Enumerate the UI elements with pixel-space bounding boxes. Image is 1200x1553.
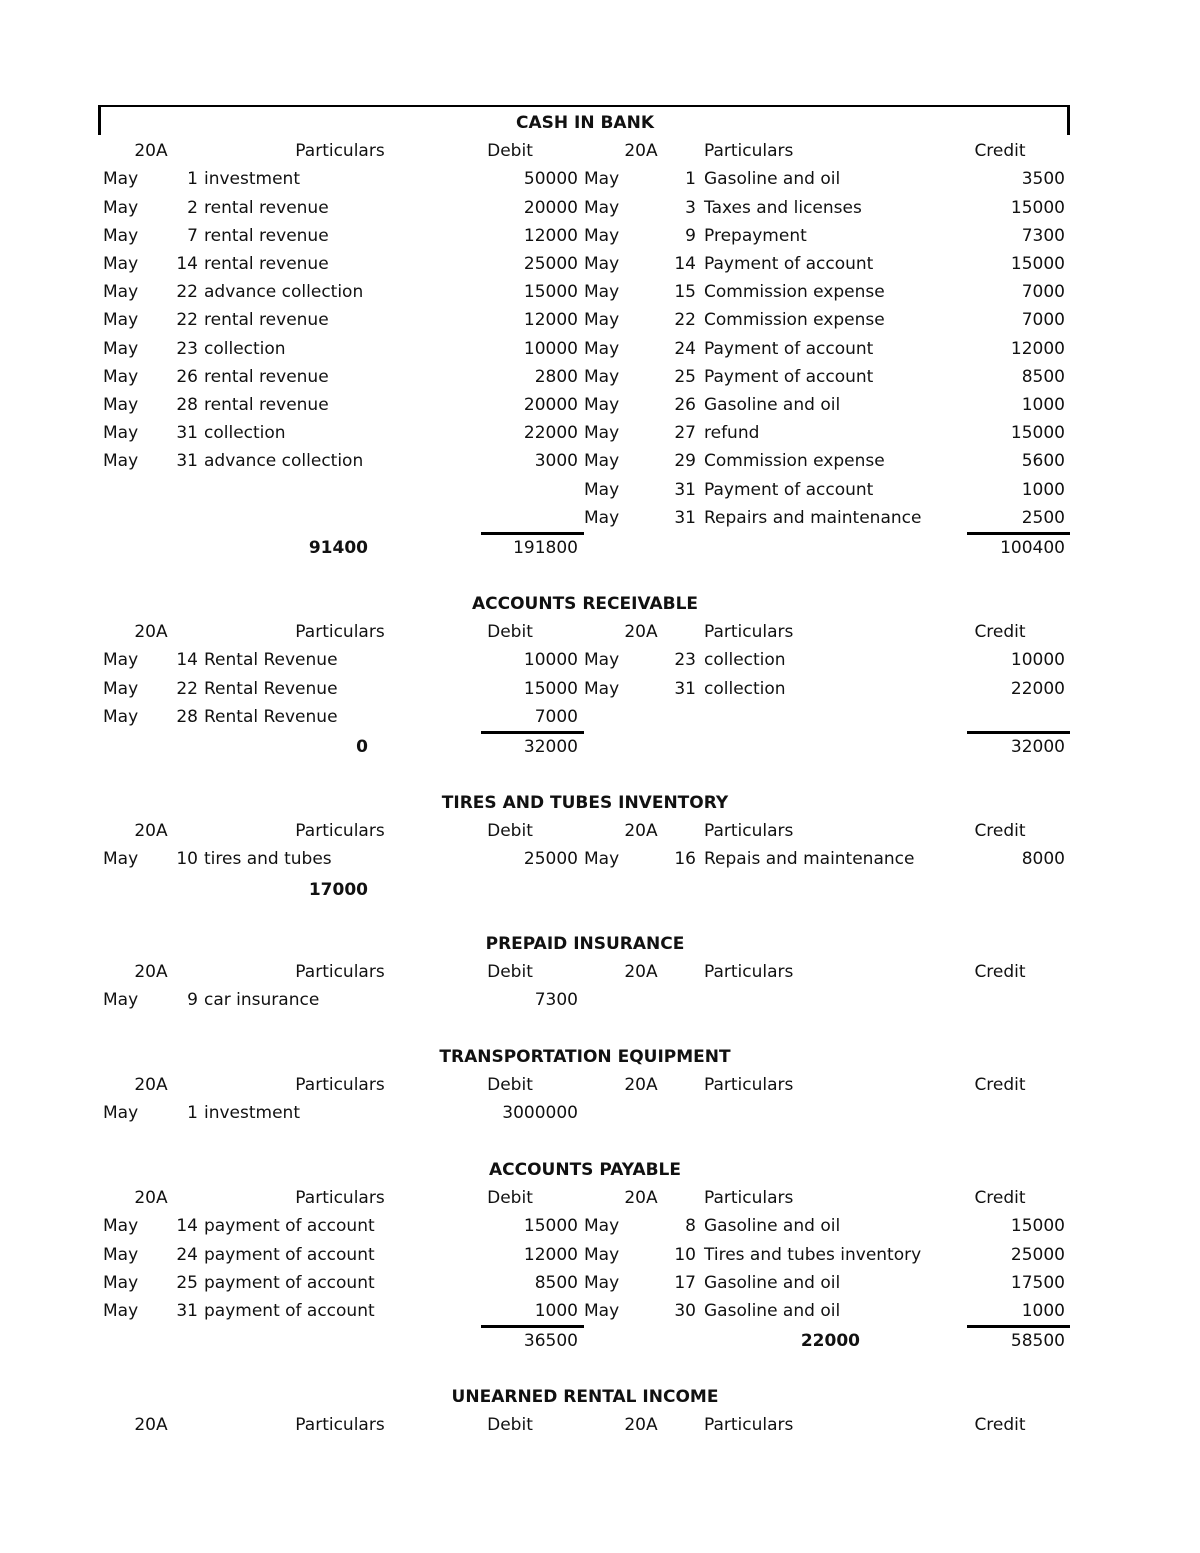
- header-credit: Credit: [974, 821, 1026, 842]
- credit-month: May: [584, 1272, 620, 1293]
- debit-day: 1: [187, 169, 198, 190]
- credit-month: May: [584, 1301, 620, 1321]
- debit-amount: 15000: [523, 282, 578, 303]
- debit-total-rule: [481, 731, 584, 734]
- debit-particulars: payment of account: [204, 1244, 375, 1265]
- credit-particulars: Commission expense: [704, 451, 885, 472]
- credit-month: May: [584, 1244, 620, 1265]
- debit-month: May: [103, 395, 139, 415]
- debit-day: 26: [176, 366, 198, 387]
- header-particulars-credit: Particulars: [704, 962, 794, 983]
- account-title: TIRES AND TUBES INVENTORY: [441, 793, 729, 813]
- credit-particulars: refund: [704, 423, 760, 444]
- credit-amount: 10000: [1010, 650, 1065, 671]
- debit-month: May: [103, 197, 139, 218]
- debit-day: 7: [187, 225, 198, 246]
- credit-amount: 7300: [1021, 225, 1065, 246]
- header-particulars-credit: Particulars: [704, 1415, 794, 1436]
- credit-month: May: [584, 197, 620, 218]
- debit-day: 10: [176, 849, 198, 870]
- debit-amount: 1000: [534, 1301, 578, 1321]
- debit-particulars: rental revenue: [204, 225, 329, 246]
- account-title: ACCOUNTS PAYABLE: [488, 1160, 682, 1180]
- credit-amount: 3500: [1021, 169, 1065, 190]
- header-particulars-debit: Particulars: [295, 962, 385, 983]
- credit-month: May: [584, 254, 620, 274]
- total-debit: 32000: [523, 737, 578, 757]
- credit-amount: 7000: [1021, 282, 1065, 303]
- header-particulars-debit: Particulars: [295, 622, 385, 643]
- credit-amount: 15000: [1010, 197, 1065, 218]
- credit-day: 30: [674, 1301, 696, 1321]
- debit-amount: 10000: [523, 650, 578, 671]
- debit-amount: 10000: [523, 338, 578, 359]
- debit-day: 14: [176, 254, 198, 274]
- debit-month: May: [103, 310, 139, 331]
- header-border-right: [1067, 105, 1070, 135]
- header-debit: Debit: [487, 821, 533, 842]
- credit-particulars: Repais and maintenance: [704, 849, 915, 870]
- credit-particulars: Commission expense: [704, 310, 885, 331]
- credit-particulars: Gasoline and oil: [704, 395, 841, 415]
- credit-day: 23: [674, 650, 696, 671]
- credit-month: May: [584, 423, 620, 444]
- debit-amount: 25000: [523, 849, 578, 870]
- total-credit: 32000: [1010, 737, 1065, 757]
- header-year-debit: 20A: [134, 1415, 168, 1436]
- credit-particulars: Repairs and maintenance: [704, 507, 922, 528]
- header-particulars-credit: Particulars: [704, 821, 794, 842]
- credit-amount: 22000: [1010, 678, 1065, 699]
- credit-day: 16: [674, 849, 696, 870]
- debit-particulars: payment of account: [204, 1216, 375, 1237]
- debit-particulars: advance collection: [204, 451, 364, 472]
- debit-month: May: [103, 1103, 139, 1124]
- credit-day: 31: [674, 479, 696, 500]
- credit-month: May: [584, 282, 620, 303]
- debit-particulars: rental revenue: [204, 366, 329, 387]
- account-title: UNEARNED RENTAL INCOME: [451, 1387, 719, 1407]
- debit-particulars: Rental Revenue: [204, 650, 338, 671]
- header-year-debit: 20A: [134, 622, 168, 643]
- debit-month: May: [103, 338, 139, 359]
- debit-total-rule: [481, 1325, 584, 1328]
- credit-day: 24: [674, 338, 696, 359]
- debit-day: 14: [176, 650, 198, 671]
- credit-amount: 2500: [1021, 507, 1065, 528]
- credit-day: 17: [674, 1272, 696, 1293]
- debit-day: 28: [176, 395, 198, 415]
- balance-left: 91400: [308, 538, 368, 558]
- credit-amount: 15000: [1010, 423, 1065, 444]
- credit-particulars: collection: [704, 650, 786, 671]
- credit-month: May: [584, 225, 620, 246]
- credit-day: 31: [674, 507, 696, 528]
- header-credit: Credit: [974, 962, 1026, 983]
- credit-particulars: Gasoline and oil: [704, 1216, 841, 1237]
- credit-total-rule: [967, 532, 1070, 535]
- credit-amount: 8000: [1021, 849, 1065, 870]
- header-debit: Debit: [487, 1415, 533, 1436]
- debit-day: 31: [176, 451, 198, 472]
- credit-particulars: Payment of account: [704, 479, 874, 500]
- header-credit: Credit: [974, 141, 1026, 162]
- debit-amount: 15000: [523, 1216, 578, 1237]
- debit-particulars: Rental Revenue: [204, 678, 338, 699]
- header-particulars-debit: Particulars: [295, 141, 385, 162]
- total-credit: 100400: [1000, 538, 1065, 558]
- debit-month: May: [103, 423, 139, 444]
- credit-particulars: Prepayment: [704, 225, 807, 246]
- debit-day: 31: [176, 1301, 198, 1321]
- header-particulars-credit: Particulars: [704, 1075, 794, 1096]
- debit-particulars: payment of account: [204, 1272, 375, 1293]
- header-particulars-debit: Particulars: [295, 1188, 385, 1209]
- debit-particulars: advance collection: [204, 282, 364, 303]
- total-debit: 191800: [513, 538, 578, 558]
- credit-month: May: [584, 310, 620, 331]
- debit-particulars: rental revenue: [204, 310, 329, 331]
- credit-particulars: collection: [704, 678, 786, 699]
- header-year-credit: 20A: [624, 622, 658, 643]
- debit-month: May: [103, 1272, 139, 1293]
- debit-amount: 25000: [523, 254, 578, 274]
- header-year-credit: 20A: [624, 1188, 658, 1209]
- credit-amount: 12000: [1010, 338, 1065, 359]
- credit-day: 26: [674, 395, 696, 415]
- debit-month: May: [103, 1216, 139, 1237]
- credit-particulars: Commission expense: [704, 282, 885, 303]
- debit-particulars: rental revenue: [204, 197, 329, 218]
- debit-amount: 7300: [534, 990, 578, 1011]
- debit-month: May: [103, 254, 139, 274]
- credit-month: May: [584, 507, 620, 528]
- credit-day: 15: [674, 282, 696, 303]
- header-year-debit: 20A: [134, 1075, 168, 1096]
- debit-amount: 12000: [523, 1244, 578, 1265]
- credit-particulars: Gasoline and oil: [704, 1301, 841, 1321]
- debit-day: 22: [176, 310, 198, 331]
- header-year-debit: 20A: [134, 962, 168, 983]
- credit-amount: 15000: [1010, 254, 1065, 274]
- debit-month: May: [103, 1301, 139, 1321]
- credit-particulars: Gasoline and oil: [704, 1272, 841, 1293]
- header-particulars-credit: Particulars: [704, 1188, 794, 1209]
- header-border-left: [98, 105, 101, 135]
- credit-particulars: Payment of account: [704, 338, 874, 359]
- header-particulars-credit: Particulars: [704, 141, 794, 162]
- credit-amount: 7000: [1021, 310, 1065, 331]
- debit-day: 23: [176, 338, 198, 359]
- debit-amount: 20000: [523, 395, 578, 415]
- credit-day: 8: [685, 1216, 696, 1237]
- total-credit: 58500: [1010, 1331, 1065, 1352]
- credit-month: May: [584, 169, 620, 190]
- header-year-credit: 20A: [624, 1075, 658, 1096]
- credit-month: May: [584, 451, 620, 472]
- header-particulars-debit: Particulars: [295, 821, 385, 842]
- credit-particulars: Payment of account: [704, 366, 874, 387]
- account-title: PREPAID INSURANCE: [485, 934, 685, 954]
- debit-particulars: collection: [204, 338, 286, 359]
- credit-month: May: [584, 395, 620, 415]
- debit-particulars: rental revenue: [204, 254, 329, 274]
- debit-amount: 12000: [523, 225, 578, 246]
- debit-particulars: rental revenue: [204, 395, 329, 415]
- debit-particulars: payment of account: [204, 1301, 375, 1321]
- header-year-credit: 20A: [624, 821, 658, 842]
- debit-particulars: investment: [204, 169, 300, 190]
- header-year-debit: 20A: [134, 141, 168, 162]
- debit-month: May: [103, 1244, 139, 1265]
- credit-day: 3: [685, 197, 696, 218]
- debit-day: 25: [176, 1272, 198, 1293]
- credit-day: 25: [674, 366, 696, 387]
- header-year-debit: 20A: [134, 821, 168, 842]
- credit-month: May: [584, 678, 620, 699]
- header-debit: Debit: [487, 141, 533, 162]
- credit-day: 14: [674, 254, 696, 274]
- debit-particulars: car insurance: [204, 990, 320, 1011]
- debit-month: May: [103, 990, 139, 1011]
- debit-month: May: [103, 678, 139, 699]
- header-credit: Credit: [974, 1415, 1026, 1436]
- debit-month: May: [103, 169, 139, 190]
- header-debit: Debit: [487, 962, 533, 983]
- header-border-top: [98, 105, 1070, 107]
- credit-month: May: [584, 849, 620, 870]
- total-debit: 36500: [523, 1331, 578, 1352]
- credit-month: May: [584, 338, 620, 359]
- debit-amount: 7000: [534, 706, 578, 727]
- account-title: CASH IN BANK: [515, 113, 654, 133]
- credit-amount: 5600: [1021, 451, 1065, 472]
- debit-month: May: [103, 451, 139, 472]
- debit-amount: 8500: [534, 1272, 578, 1293]
- account-title: TRANSPORTATION EQUIPMENT: [439, 1047, 731, 1067]
- debit-day: 14: [176, 1216, 198, 1237]
- debit-day: 2: [187, 197, 198, 218]
- header-particulars-debit: Particulars: [295, 1075, 385, 1096]
- credit-total-rule: [967, 1325, 1070, 1328]
- credit-amount: 1000: [1021, 1301, 1065, 1321]
- debit-total-rule: [481, 532, 584, 535]
- debit-particulars: Rental Revenue: [204, 706, 338, 727]
- credit-amount: 8500: [1021, 366, 1065, 387]
- credit-particulars: Tires and tubes inventory: [704, 1244, 922, 1265]
- header-credit: Credit: [974, 1075, 1026, 1096]
- account-title: ACCOUNTS RECEIVABLE: [471, 594, 699, 614]
- header-debit: Debit: [487, 1188, 533, 1209]
- credit-day: 10: [674, 1244, 696, 1265]
- credit-day: 27: [674, 423, 696, 444]
- debit-particulars: collection: [204, 423, 286, 444]
- credit-amount: 17500: [1010, 1272, 1065, 1293]
- header-debit: Debit: [487, 1075, 533, 1096]
- debit-particulars: investment: [204, 1103, 300, 1124]
- credit-month: May: [584, 366, 620, 387]
- debit-day: 24: [176, 1244, 198, 1265]
- credit-amount: 1000: [1021, 395, 1065, 415]
- header-debit: Debit: [487, 622, 533, 643]
- credit-month: May: [584, 650, 620, 671]
- debit-amount: 15000: [523, 678, 578, 699]
- debit-day: 28: [176, 706, 198, 727]
- credit-day: 29: [674, 451, 696, 472]
- debit-amount: 20000: [523, 197, 578, 218]
- header-particulars-credit: Particulars: [704, 622, 794, 643]
- debit-day: 1: [187, 1103, 198, 1124]
- debit-month: May: [103, 225, 139, 246]
- debit-month: May: [103, 650, 139, 671]
- credit-month: May: [584, 479, 620, 500]
- debit-amount: 12000: [523, 310, 578, 331]
- balance-left: 0: [356, 737, 368, 757]
- debit-day: 22: [176, 678, 198, 699]
- debit-month: May: [103, 706, 139, 727]
- debit-amount: 3000: [534, 451, 578, 472]
- credit-total-rule: [967, 731, 1070, 734]
- credit-amount: 25000: [1010, 1244, 1065, 1265]
- credit-particulars: Payment of account: [704, 254, 874, 274]
- debit-month: May: [103, 282, 139, 303]
- credit-day: 9: [685, 225, 696, 246]
- credit-amount: 15000: [1010, 1216, 1065, 1237]
- credit-particulars: Taxes and licenses: [704, 197, 862, 218]
- credit-month: May: [584, 1216, 620, 1237]
- header-year-credit: 20A: [624, 1415, 658, 1436]
- credit-particulars: Gasoline and oil: [704, 169, 841, 190]
- debit-month: May: [103, 849, 139, 870]
- debit-amount: 22000: [523, 423, 578, 444]
- debit-amount: 3000000: [502, 1103, 578, 1124]
- debit-particulars: tires and tubes: [204, 849, 332, 870]
- debit-day: 31: [176, 423, 198, 444]
- header-year-credit: 20A: [624, 962, 658, 983]
- header-year-debit: 20A: [134, 1188, 168, 1209]
- debit-amount: 2800: [534, 366, 578, 387]
- balance-left: 17000: [308, 879, 368, 900]
- debit-month: May: [103, 366, 139, 387]
- credit-amount: 1000: [1021, 479, 1065, 500]
- balance-mid: 22000: [800, 1331, 860, 1352]
- header-particulars-debit: Particulars: [295, 1415, 385, 1436]
- debit-day: 9: [187, 990, 198, 1011]
- header-year-credit: 20A: [624, 141, 658, 162]
- header-credit: Credit: [974, 1188, 1026, 1209]
- debit-day: 22: [176, 282, 198, 303]
- credit-day: 31: [674, 678, 696, 699]
- header-credit: Credit: [974, 622, 1026, 643]
- credit-day: 1: [685, 169, 696, 190]
- credit-day: 22: [674, 310, 696, 331]
- debit-amount: 50000: [523, 169, 578, 190]
